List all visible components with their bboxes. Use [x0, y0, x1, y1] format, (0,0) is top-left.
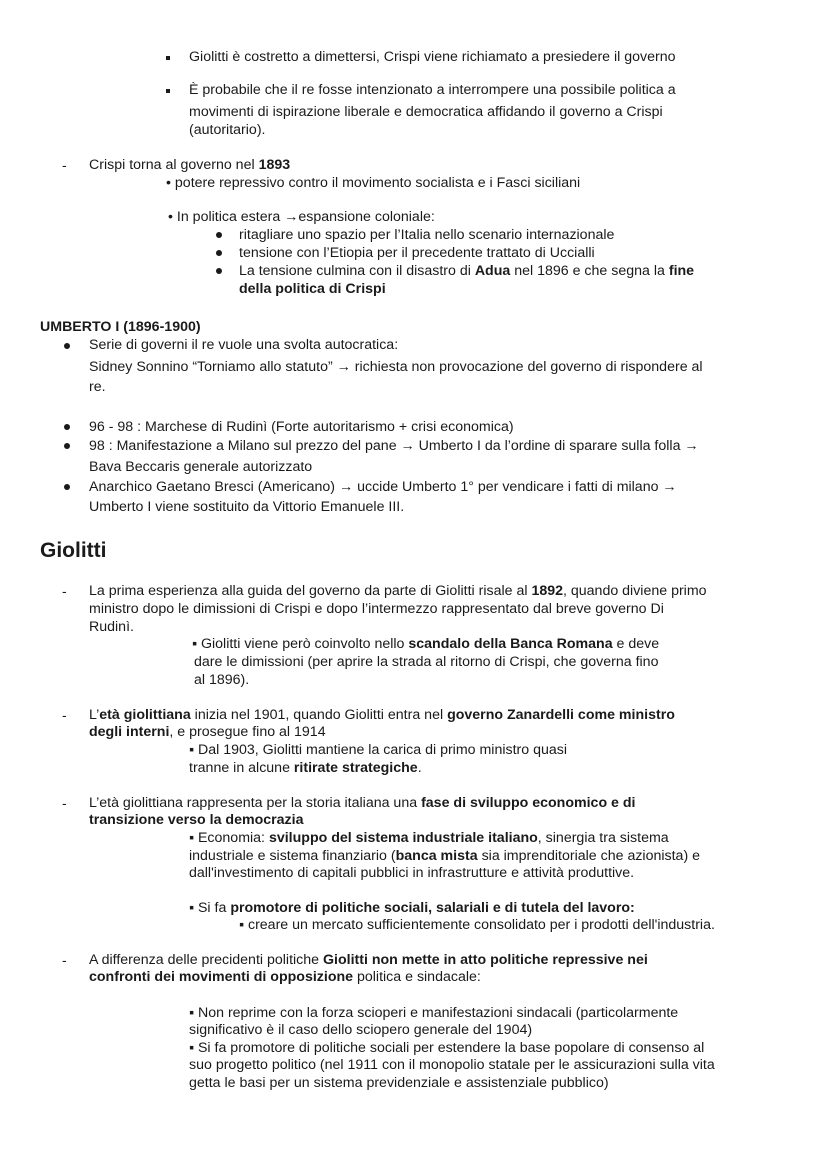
bullet-text: Giolitti è costretto a dimettersi, Crispi viene richiamato a presiedere il governo [189, 49, 676, 65]
dash-bullet-icon: - [62, 157, 67, 173]
point-text: tensione con l’Etiopia per il precedente trattato di Uccialli [239, 245, 595, 261]
sub-point-line: ▪ Economia: sviluppo del sistema industriale italiano, sinergia tra sistema [189, 830, 669, 846]
repression-line: • potere repressivo contro il movimento socialista e i Fasci siciliani [166, 175, 581, 191]
paragraph-line: A differenza delle precidenti politiche Giolitti non mette in atto politiche repressive nei [89, 952, 648, 968]
paragraph-line: transizione verso la democrazia [89, 812, 304, 828]
paragraph-line: L’età giolittiana inizia nel 1901, quando Giolitti entra nel governo Zanardelli come ministro [89, 707, 675, 723]
paragraph-line: La prima esperienza alla guida del governo da parte di Giolitti risale al 1892, quando diviene primo [89, 583, 707, 599]
sub-point-line: getta le basi per un sistema previdenziale e assistenziale pubblico) [189, 1075, 609, 1091]
section-heading: UMBERTO I (1896-1900) [40, 319, 201, 335]
paragraph-line: ministro dopo le dimissioni di Crispi e dopo l’intermezzo rappresentato dal breve governo Di [89, 601, 664, 617]
round-bullet-icon [216, 232, 222, 238]
paragraph-line: Rudinì. [89, 619, 134, 635]
list-item-text: Serie di governi il re vuole una svolta autocratica: [89, 337, 399, 353]
sub-point-line: suo progetto politico (nel 1911 con il monopolio statale per le assicurazioni sulla vita [189, 1057, 715, 1073]
sub-point-line: tranne in alcune ritirate strategiche. [189, 760, 422, 776]
paragraph-line: degli interni, e prosegue fino al 1914 [89, 724, 326, 740]
sub-point-line: dall'investimento di capitali pubblici in infrastrutture e attività produttive. [189, 865, 635, 881]
sub-point-line: ▪ Si fa promotore di politiche sociali per estendere la base popolare di consenso al [189, 1040, 705, 1056]
list-item-text: re. [89, 379, 106, 395]
round-bullet-icon [216, 268, 222, 274]
bullet-text: (autoritario). [189, 122, 266, 138]
bullet-text: È probabile che il re fosse intenzionato a interrompere una possibile politica a [189, 82, 676, 98]
adua-line-2: della politica di Crispi [239, 281, 386, 297]
adua-line: La tensione culmina con il disastro di Adua nel 1896 e che segna la fine [239, 263, 695, 279]
bullet-text: movimenti di ispirazione liberale e democratica affidando il governo a Crispi [189, 104, 663, 120]
round-bullet-icon [64, 443, 70, 449]
sub-point-line: industriale e sistema finanziario (banca mista sia imprenditoriale che azionista) e [189, 848, 701, 864]
round-bullet-icon [216, 250, 222, 256]
list-item-text: Sidney Sonnino “Torniamo allo statuto” → richiesta non provocazione del governo di rispondere al [89, 359, 703, 375]
sub-point-line: ▪ Dal 1903, Giolitti mantiene la carica di primo ministro quasi [189, 742, 568, 758]
square-bullet-icon [166, 56, 170, 60]
sub-sub-point-line: ▪ creare un mercato sufficientemente consolidato per i prodotti dell'industria. [239, 917, 715, 933]
sub-point-line: significativo è il caso dello sciopero generale del 1904) [189, 1022, 533, 1038]
paragraph-line: confronti dei movimenti di opposizione politica e sindacale: [89, 969, 481, 985]
sub-point-line: ▪ Si fa promotore di politiche sociali, salariali e di tutela del lavoro: [189, 900, 635, 916]
list-item-text: Bava Beccaris generale autorizzato [89, 459, 313, 475]
list-item-text: 96 - 98 : Marchese di Rudinì (Forte autoritarismo + crisi economica) [89, 419, 514, 435]
round-bullet-icon [64, 484, 70, 490]
sub-point-line: ▪ Giolitti viene però coinvolto nello scandalo della Banca Romana e deve [192, 636, 660, 652]
round-bullet-icon [64, 343, 70, 349]
sub-point-line: al 1896). [194, 672, 250, 688]
round-bullet-icon [64, 424, 70, 430]
foreign-policy-line: • In politica estera →espansione coloniale: [168, 209, 435, 225]
sub-point-line: dare le dimissioni (per aprire la strada al ritorno di Crispi, che governa fino [194, 654, 659, 670]
list-item-text: Umberto I viene sostituito da Vittorio Emanuele III. [89, 499, 405, 515]
dash-bullet-icon: - [62, 795, 67, 811]
square-bullet-icon [166, 89, 170, 93]
dash-bullet-icon: - [62, 583, 67, 599]
list-item-text: Anarchico Gaetano Bresci (Americano) → uccide Umberto 1° per vendicare i fatti di milano → [89, 479, 677, 495]
dash-bullet-icon: - [62, 707, 67, 723]
list-item-text: 98 : Manifestazione a Milano sul prezzo del pane → Umberto I da l’ordine di sparare sulla folla → [89, 438, 699, 454]
dash-bullet-icon: - [62, 952, 67, 968]
crispi-return-line: Crispi torna al governo nel 1893 [89, 157, 291, 173]
section-heading: Giolitti [40, 539, 107, 562]
paragraph-line: L’età giolittiana rappresenta per la storia italiana una fase di sviluppo economico e di [89, 795, 636, 811]
point-text: ritagliare uno spazio per l’Italia nello scenario internazionale [239, 227, 615, 243]
sub-point-line: ▪ Non reprime con la forza scioperi e manifestazioni sindacali (particolarmente [189, 1005, 679, 1021]
